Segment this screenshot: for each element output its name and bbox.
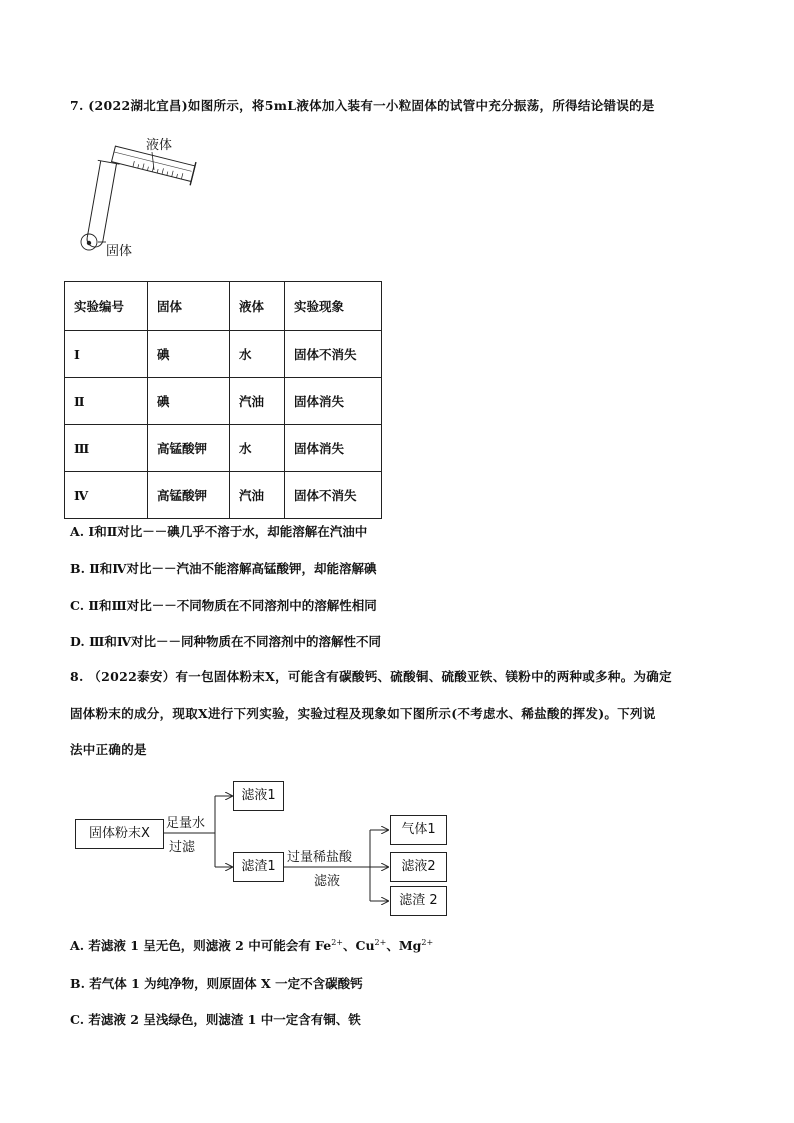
q8-option-c: C. 若滤液 2 呈浅绿色，则滤渣 1 中一定含有铜、铁 — [70, 1012, 361, 1027]
table-cell: 固体不消失 — [285, 472, 382, 519]
flow-label-water: 足量水 — [166, 816, 206, 831]
flow-label-filtrate: 滤液 — [314, 874, 341, 889]
q7-option-b: B. Ⅱ和Ⅳ对比－－汽油不能溶解高锰酸钾，却能溶解碘 — [70, 561, 377, 576]
table-cell: 固体消失 — [285, 425, 382, 472]
flow-box-filtrate-1: 滤液1 — [233, 781, 284, 811]
question-8-line-3: 法中正确的是 — [70, 742, 147, 757]
table-cell: 固体消失 — [285, 378, 382, 425]
table-cell: 碘 — [148, 378, 230, 425]
table-cell: 高锰酸钾 — [148, 472, 230, 519]
solid-label: 固体 — [106, 244, 133, 259]
q7-option-c: C. Ⅱ和Ⅲ对比－－不同物质在不同溶剂中的溶解性相同 — [70, 598, 377, 613]
flow-box-solid-powder-x: 固体粉末X — [75, 819, 164, 849]
table-cell: Ⅱ — [65, 378, 148, 425]
table-cell: 水 — [230, 331, 285, 378]
test-tube-cylinder-drawing — [74, 130, 214, 260]
table-row — [65, 425, 382, 472]
liquid-label: 液体 — [146, 138, 173, 153]
table-header-row — [65, 282, 382, 331]
q7-option-d: D. Ⅲ和Ⅳ对比－－同种物质在不同溶剂中的溶解性不同 — [70, 634, 382, 649]
question-7-stem: 7. (2022湖北宜昌)如图所示，将5mL液体加入装有一小粒固体的试管中充分振荡，所得结论错误的是 — [70, 98, 655, 113]
header-cell: 实验编号 — [65, 282, 148, 331]
experiment-table — [64, 281, 382, 519]
q7-option-a: A. Ⅰ和Ⅱ对比－－碘几乎不溶于水，却能溶解在汽油中 — [70, 524, 368, 539]
flow-box-gas-1: 气体1 — [390, 815, 447, 845]
table-cell: 水 — [230, 425, 285, 472]
table-row — [65, 331, 382, 378]
table-row — [65, 378, 382, 425]
table-cell: Ⅳ — [65, 472, 148, 519]
flow-label-hcl: 过量稀盐酸 — [287, 850, 353, 865]
flow-box-residue-2: 滤渣 2 — [390, 886, 447, 916]
question-8-line-2: 固体粉末的成分，现取X进行下列实验，实验过程及现象如下图所示(不考虑水、稀盐酸的挥发)。下列说 — [70, 706, 656, 721]
table-cell: 碘 — [148, 331, 230, 378]
q8-option-b: B. 若气体 1 为纯净物，则原固体 X 一定不含碳酸钙 — [70, 976, 363, 991]
flow-box-residue-1: 滤渣1 — [233, 852, 284, 882]
table-cell: 高锰酸钾 — [148, 425, 230, 472]
flow-box-filtrate-2: 滤液2 — [390, 852, 447, 882]
q8-option-a-text: A. 若滤液 1 呈无色，则滤液 2 中可能会有 Fe — [70, 938, 332, 953]
table-cell: Ⅰ — [65, 331, 148, 378]
apparatus-figure — [74, 130, 214, 260]
q8-option-a-sep2: 、Mg — [386, 938, 422, 953]
table-cell: Ⅲ — [65, 425, 148, 472]
mg-charge: 2+ — [421, 937, 434, 947]
header-cell: 实验现象 — [285, 282, 382, 331]
table-cell: 汽油 — [230, 378, 285, 425]
question-8-line-1: 8. （2022泰安）有一包固体粉末X，可能含有碳酸钙、硫酸铜、硫酸亚铁、镁粉中的两种或多种。为确定 — [70, 669, 672, 684]
table-cell: 汽油 — [230, 472, 285, 519]
header-cell: 液体 — [230, 282, 285, 331]
table-row — [65, 472, 382, 519]
table-cell: 固体不消失 — [285, 331, 382, 378]
q8-option-a — [70, 936, 433, 954]
header-cell: 固体 — [148, 282, 230, 331]
q8-option-a-sep1: 、Cu — [343, 938, 375, 953]
flow-label-filter: 过滤 — [169, 840, 196, 855]
fe-charge: 2+ — [331, 937, 343, 947]
cu-charge: 2+ — [374, 937, 387, 947]
